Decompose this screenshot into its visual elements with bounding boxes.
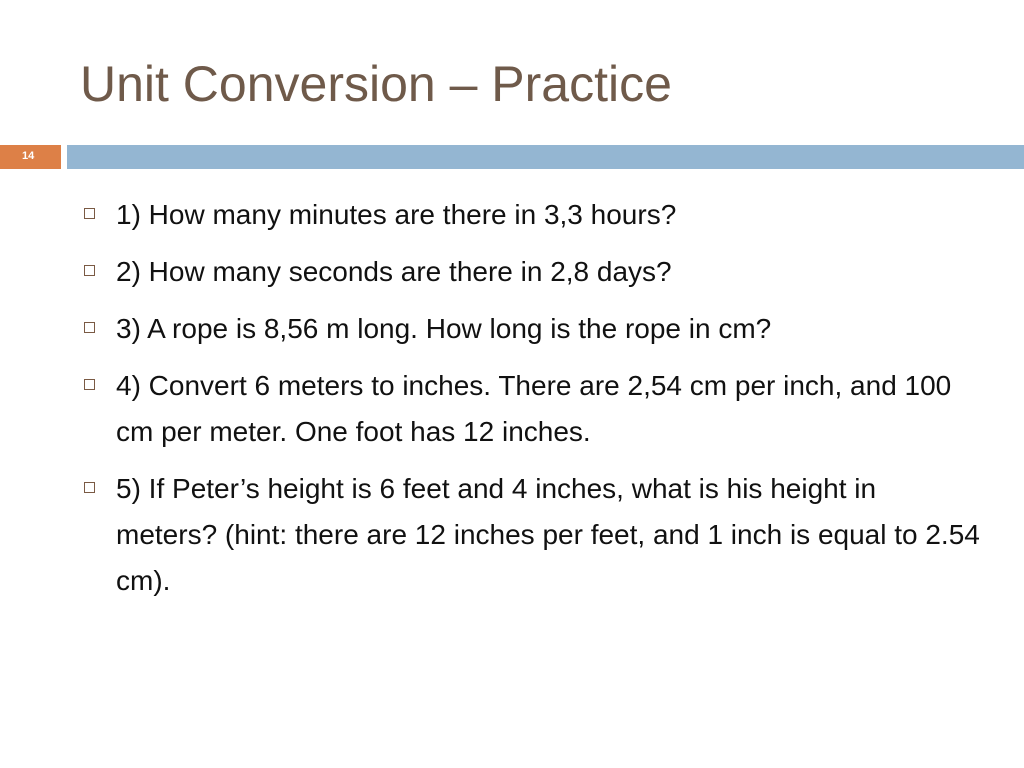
bullet-text: 4) Convert 6 meters to inches. There are 2,54 cm per inch, and 100 cm per meter. One foot has 12 inches.: [116, 370, 952, 447]
bullet-text: 5) If Peter’s height is 6 feet and 4 inches, what is his height in meters? (hint: there are 12 inches per feet, and 1 inch is equal to 2.54 cm).: [116, 473, 980, 596]
bullet-text: 3) A rope is 8,56 m long. How long is the rope in cm?: [116, 313, 772, 344]
header-band: [67, 145, 1024, 169]
square-bullet-icon: [84, 208, 95, 219]
bullet-item: [80, 466, 980, 604]
bullet-item: [80, 249, 980, 295]
square-bullet-icon: [84, 482, 95, 493]
bullet-text: 2) How many seconds are there in 2,8 days?: [116, 256, 672, 287]
slide-number-badge: [0, 145, 61, 169]
bullet-item: [80, 306, 980, 352]
bullet-list: [80, 192, 980, 615]
square-bullet-icon: [84, 265, 95, 276]
slide-title: Unit Conversion – Practice: [80, 56, 672, 112]
bullet-item: [80, 192, 980, 238]
slide-number: 14: [22, 150, 35, 162]
bullet-item: [80, 363, 980, 455]
square-bullet-icon: [84, 322, 95, 333]
square-bullet-icon: [84, 379, 95, 390]
bullet-text: 1) How many minutes are there in 3,3 hours?: [116, 199, 677, 230]
